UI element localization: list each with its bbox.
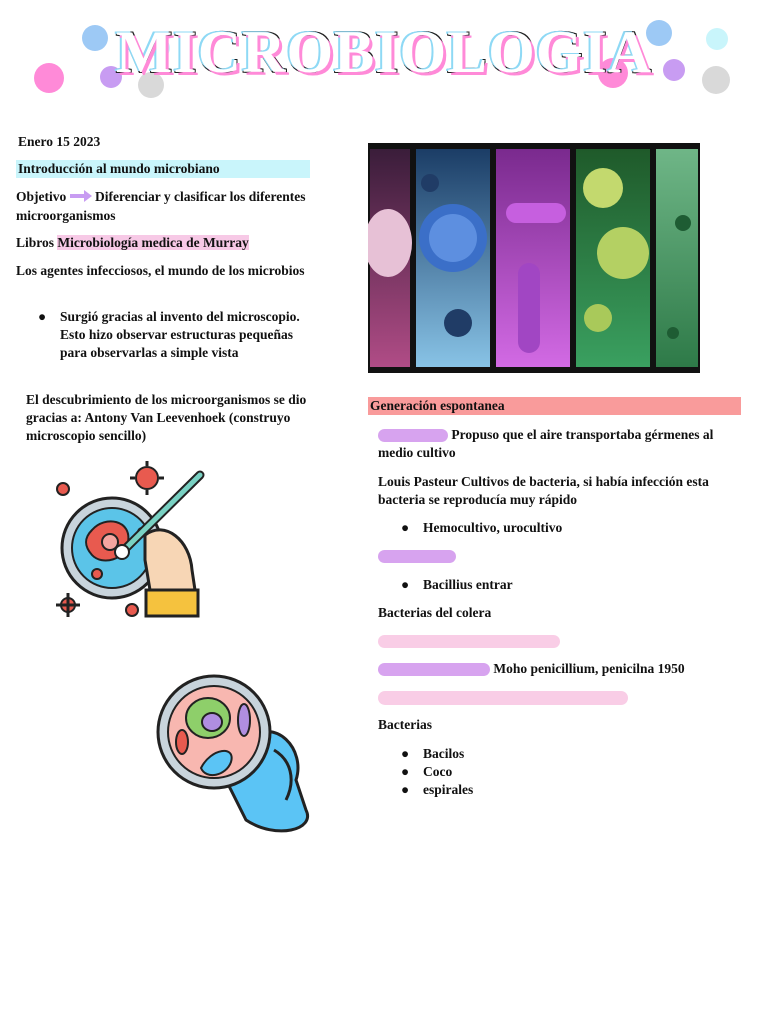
redacted-line	[378, 688, 628, 706]
discovery-text: El descubrimiento de los microorganismos se dio gracias a: Antony Van Leevenhoek (construyo microscopio sencillo)	[26, 392, 307, 443]
list-item: ● Bacilos	[401, 746, 465, 761]
fleming-line	[378, 660, 728, 678]
intro-heading: Introducción al mundo microbiano	[16, 160, 310, 178]
redaction-scribble	[378, 550, 456, 563]
bullet-text: Bacillius entrar	[423, 577, 513, 592]
redaction-scribble	[378, 635, 560, 648]
objective	[16, 188, 306, 225]
books	[16, 234, 316, 252]
bullet-text: espirales	[423, 782, 474, 797]
fleming-text: Moho penicillium, penicilna 1950	[493, 661, 685, 676]
pasteur-text: Louis Pasteur Cultivos de bacteria, si había infección esta bacteria se reproducía muy rápido	[378, 474, 709, 507]
bullet-text: Hemocultivo, urocultivo	[423, 520, 563, 535]
microscope-slide-icon	[50, 460, 215, 630]
petri-dish-icon	[156, 670, 316, 843]
redaction-scribble	[378, 429, 448, 442]
bacteria-collage-image	[368, 143, 700, 373]
books-value: Microbiología medica de Murray	[57, 235, 249, 250]
date: Enero 15 2023	[18, 134, 101, 149]
cholera-text: Bacterias del colera	[378, 605, 492, 620]
arrow-icon	[70, 189, 92, 207]
bullet-list-bacillus	[401, 576, 723, 594]
right-item-1	[378, 426, 728, 462]
agents-text: Los agentes infecciosos, el mundo de los microbios	[16, 263, 305, 278]
list-item: ● Bacillius entrar	[401, 577, 513, 592]
objective-text: Diferenciar y clasificar los diferentes microorganismos	[16, 189, 306, 223]
bullet-text: Coco	[423, 764, 453, 779]
list-item: ● Surgió gracias al invento del microscopio. Esto hizo observar estructuras pequeñas para observarlas a simple vista	[38, 309, 300, 360]
redacted-line	[378, 547, 456, 565]
objective-label: Objetivo	[16, 189, 67, 204]
redaction-scribble	[378, 663, 490, 676]
bacteria-types-list	[401, 745, 623, 799]
list-item: ● Coco	[401, 764, 453, 779]
redacted-line	[378, 632, 560, 650]
books-label: Libros	[16, 235, 55, 250]
list-item: ● Hemocultivo, urocultivo	[401, 520, 563, 535]
bullet-text: Bacilos	[423, 746, 465, 761]
bacterias-heading: Bacterias	[378, 717, 432, 732]
bullet-list-hemo	[401, 519, 723, 537]
bullet-list	[38, 308, 315, 362]
page-title: MICROBIOLOGIA	[115, 19, 653, 85]
generation-heading: Generación espontanea	[368, 397, 741, 415]
bullet-text: Surgió gracias al invento del microscopio. Esto hizo observar estructuras pequeñas para observarlas a simple vista	[60, 309, 300, 360]
redaction-scribble	[378, 691, 628, 705]
item1-text: Propuso que el aire transportaba gérmenes al medio cultivo	[378, 427, 714, 460]
list-item: ● espirales	[401, 782, 474, 797]
